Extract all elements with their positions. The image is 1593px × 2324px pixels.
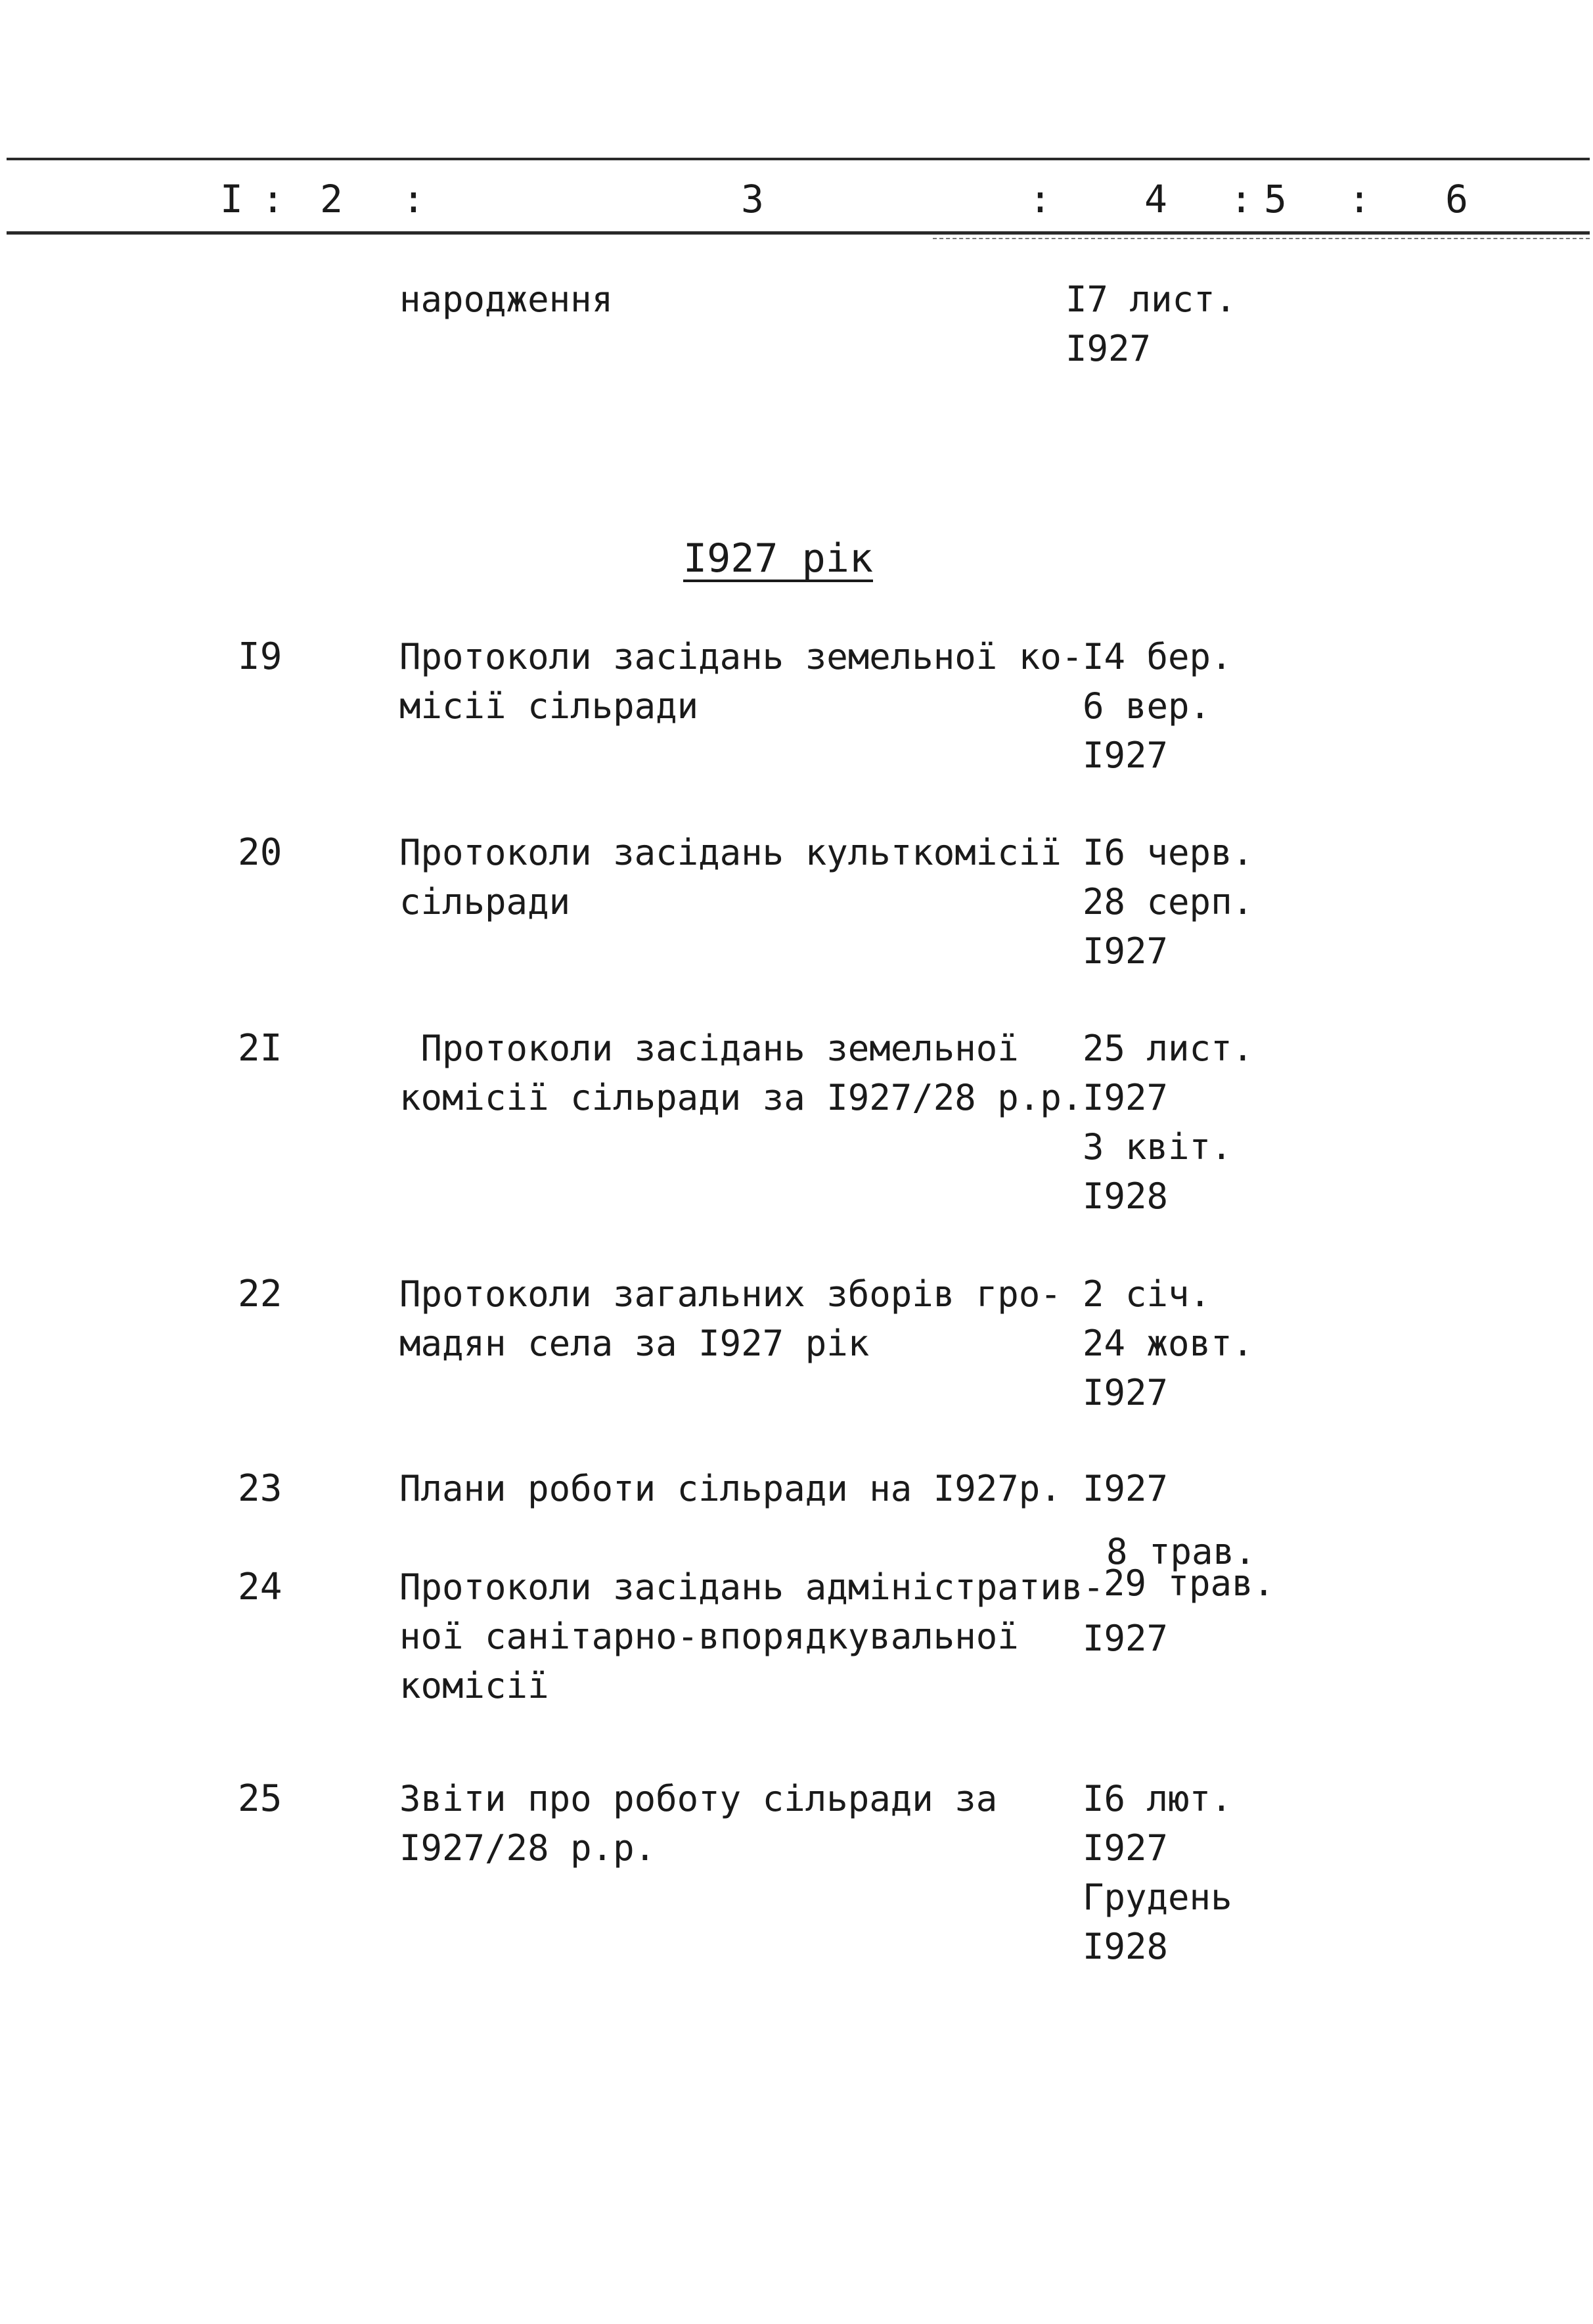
date-line: I927 xyxy=(1083,1077,1169,1118)
row-dates-year xyxy=(1083,1614,1168,1663)
title-line: Плани роботи сільради на I927р. xyxy=(399,1468,1062,1509)
row-number: 24 xyxy=(238,1566,282,1608)
date-line: I928 xyxy=(1083,1175,1169,1217)
title-line: мадян села за I927 рік xyxy=(399,1323,870,1364)
header-col-6: 6 xyxy=(1445,177,1468,221)
date-line: 24 жовт. xyxy=(1083,1323,1254,1364)
section-title: I927 рік xyxy=(683,535,873,581)
date-line: 3 квіт. xyxy=(1083,1126,1232,1168)
header-separator: : xyxy=(1230,177,1253,221)
date-line: I927 xyxy=(1083,1372,1169,1413)
row-title xyxy=(399,1024,1083,1122)
title-line: Протоколи засідань адміністратив- xyxy=(399,1566,1104,1608)
title-line: Протоколи засідань культкомісії xyxy=(399,832,1062,873)
title-line: Звіти про роботу сільради за xyxy=(399,1778,998,1819)
row-number: 22 xyxy=(238,1273,282,1315)
date-line: 25 лист. xyxy=(1083,1028,1254,1069)
date-line: 2 січ. xyxy=(1083,1273,1211,1315)
date-line: 8 трав. xyxy=(1106,1531,1256,1572)
row-dates xyxy=(1083,1774,1232,1971)
date-line: I6 черв. xyxy=(1083,832,1254,873)
header-rule-bottom-faint xyxy=(933,238,1590,239)
row-title xyxy=(399,632,1083,731)
continuation-dates xyxy=(1066,275,1236,373)
header-separator: : xyxy=(1029,177,1052,221)
header-col-1: I xyxy=(220,177,243,221)
header-col-4: 4 xyxy=(1144,177,1167,221)
date-line: I6 лют. xyxy=(1083,1778,1232,1819)
header-rule-top xyxy=(7,158,1590,160)
row-number: I9 xyxy=(238,635,282,678)
title-line: комісії сільради за I927/28 р.р. xyxy=(399,1077,1083,1118)
date-line: I927 xyxy=(1083,1468,1169,1509)
header-separator: : xyxy=(261,177,284,221)
header-separator: : xyxy=(1348,177,1371,221)
row-number: 20 xyxy=(238,831,282,874)
row-number: 2I xyxy=(238,1027,282,1070)
date-line: Грудень xyxy=(1083,1877,1232,1918)
continuation-title: народження xyxy=(399,279,614,320)
title-line: Протоколи загальних зборів гро- xyxy=(399,1273,1062,1315)
row-dates xyxy=(1083,1464,1168,1513)
row-number: 25 xyxy=(238,1777,282,1820)
title-line: місії сільради xyxy=(399,685,699,727)
date-line: 6 вер. xyxy=(1083,685,1211,727)
date-line: I927 xyxy=(1083,1827,1169,1869)
header-col-3: 3 xyxy=(741,177,764,221)
date-line: I927 xyxy=(1083,735,1169,776)
date-line: I4 бер. xyxy=(1083,636,1232,677)
title-line: ної санітарно-впорядкувальної xyxy=(399,1616,1019,1657)
header-rule-bottom xyxy=(7,231,1590,235)
row-number: 23 xyxy=(238,1467,282,1510)
row-dates xyxy=(1083,632,1232,780)
title-line: сільради xyxy=(399,881,571,923)
header-col-5: 5 xyxy=(1264,177,1287,221)
row-dates xyxy=(1104,1531,1275,1604)
row-title xyxy=(399,1562,1104,1710)
header-col-2: 2 xyxy=(320,177,343,221)
row-dates xyxy=(1083,828,1253,976)
row-title xyxy=(399,1464,1069,1513)
date-line: I928 xyxy=(1083,1926,1169,1967)
row-title xyxy=(399,1269,1069,1368)
date-line: I927 xyxy=(1083,1618,1169,1659)
title-line: Протоколи засідань земельної ко- xyxy=(399,636,1083,677)
row-dates xyxy=(1083,1269,1253,1417)
header-separator: : xyxy=(402,177,425,221)
title-line: комісії xyxy=(399,1665,549,1706)
date-line: 29 трав. xyxy=(1104,1562,1275,1604)
date-line: I927 xyxy=(1066,328,1152,369)
row-title xyxy=(399,828,1069,926)
row-dates xyxy=(1083,1024,1253,1221)
title-line: I927/28 р.р. xyxy=(399,1827,656,1869)
date-line: I7 лист. xyxy=(1066,279,1237,320)
title-line: Протоколи засідань земельної xyxy=(399,1028,1019,1069)
row-title xyxy=(399,1774,1069,1873)
date-line: I927 xyxy=(1083,930,1169,972)
date-line: 28 серп. xyxy=(1083,881,1254,923)
